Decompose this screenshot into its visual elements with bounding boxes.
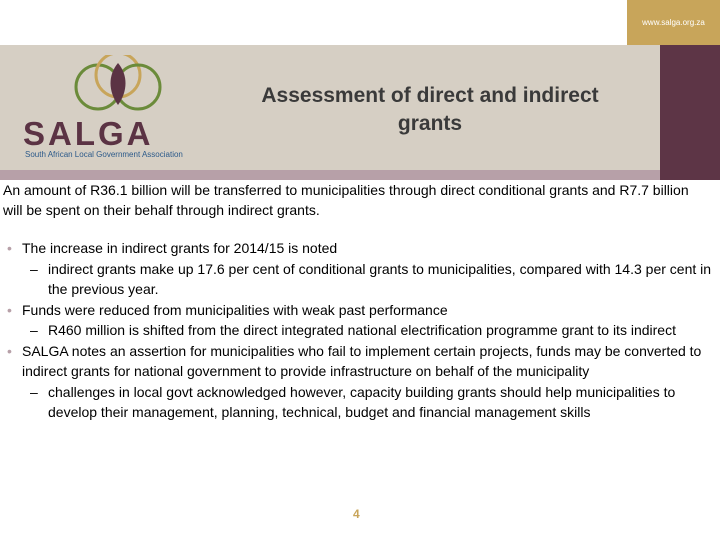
- bullet-list: [0, 238, 720, 423]
- logo-wordmark: SALGA: [23, 115, 154, 152]
- bullet-text: The increase in indirect grants for 2014/15 is noted: [22, 240, 338, 256]
- page-number: 4: [353, 507, 360, 521]
- sub-bullet-text: challenges in local govt acknowledged however, capacity building grants should help municipalities to develop their management, planning, technical, budget and financial management skills: [48, 383, 676, 420]
- bullet-text: Funds were reduced from municipalities with weak past performance: [22, 301, 448, 318]
- salga-logo: [20, 55, 220, 163]
- website-url: www.salga.org.za: [627, 0, 720, 45]
- sub-bullet-item: [0, 320, 720, 341]
- sub-bullet-mark: –: [30, 322, 38, 338]
- sub-bullet-text: indirect grants make up 17.6 per cent of conditional grants to municipalities, compared with 14.3 per cent in the previous year.: [48, 260, 712, 297]
- bullet-mark: •: [7, 301, 12, 318]
- right-accent-column: [660, 45, 720, 180]
- bullet-text: SALGA notes an assertion for municipalities who fail to implement certain projects, funds may be converted to indirect grants for national government to provide infrastructure on behalf of the municipality: [22, 342, 702, 379]
- logo-subtitle: South African Local Government Association: [25, 150, 183, 159]
- sub-bullet-text: R460 million is shifted from the direct integrated national electrification programme grant to its indirect: [48, 322, 676, 338]
- intro-paragraph: An amount of R36.1 billion will be transferred to municipalities through direct conditional grants and R7.7 billion will be spent on their behalf through indirect grants.: [3, 182, 689, 218]
- top-bar: [0, 0, 627, 45]
- slide-title: Assessment of direct and indirect grants: [261, 84, 599, 135]
- bullet-mark: •: [7, 342, 12, 359]
- header-divider: [0, 170, 660, 180]
- sub-bullet-mark: –: [30, 383, 38, 400]
- sub-bullet-item: [0, 259, 720, 300]
- bullet-item: [0, 238, 720, 259]
- salga-emblem-icon: [20, 55, 220, 115]
- bullet-item: [0, 300, 720, 321]
- bullet-mark: •: [7, 240, 12, 256]
- sub-bullet-mark: –: [30, 260, 38, 277]
- sub-bullet-item: [0, 382, 720, 423]
- bullet-item: [0, 341, 720, 382]
